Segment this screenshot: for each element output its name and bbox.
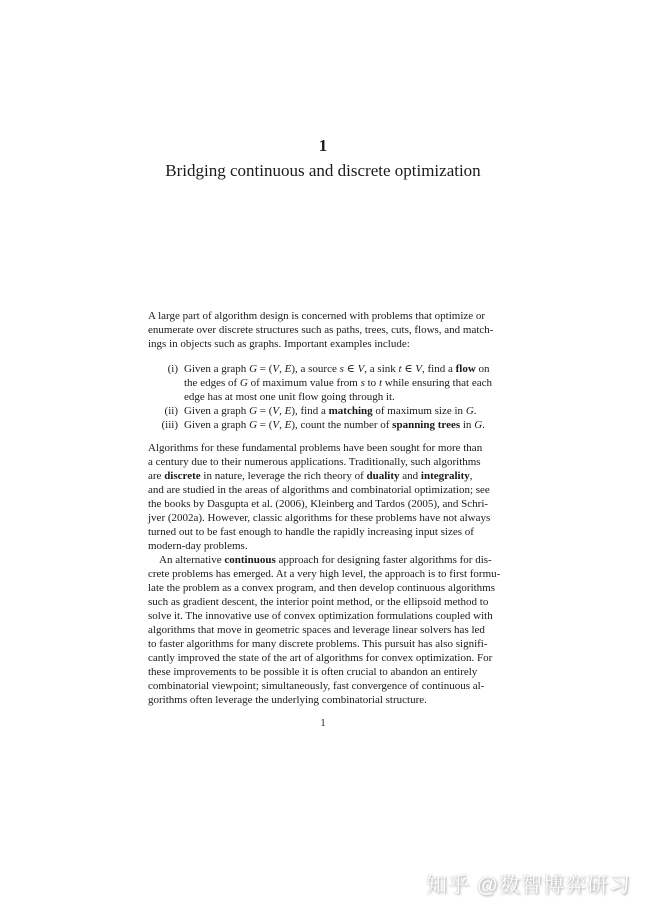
bold-text: integrality <box>420 470 470 482</box>
text-line: crete problems has emerged. At a very high level, the approach is to first formu- <box>148 568 501 580</box>
bold-text: flow <box>455 363 476 375</box>
text-line: jver (2002a). However, classic algorithms for these problems have not always <box>148 512 491 524</box>
paragraph-intro <box>148 309 498 351</box>
list-item-label: (ii) <box>164 405 178 417</box>
text-line: are discrete in nature, leverage the rich theory of duality and integrality, <box>148 470 473 482</box>
watermark: 知乎 @数智博弈研习 <box>425 874 631 897</box>
bold-text: duality <box>366 470 400 482</box>
italic-text: V <box>357 363 365 375</box>
text-line: and are studied in the areas of algorithms and combinatorial optimization; see <box>148 484 490 496</box>
page-number: 1 <box>320 718 326 729</box>
italic-text: V <box>272 363 280 375</box>
text-line: the books by Dasgupta et al. (2006), Kleinberg and Tardos (2005), and Schri- <box>148 498 489 510</box>
text-line: Given a graph G = (V, E), count the number of spanning trees in G. <box>184 419 485 431</box>
text-line: Given a graph G = (V, E), a source s ∈ V, a sink t ∈ V, find a flow on <box>184 363 490 375</box>
text-line: algorithms that move in geometric spaces and leverage linear solvers has led <box>148 624 485 636</box>
italic-text: E <box>284 419 292 431</box>
italic-text: G <box>249 363 258 375</box>
text-line: combinatorial viewpoint; simultaneously, fast convergence of continuous al- <box>148 680 485 692</box>
list-item-label: (iii) <box>161 419 178 431</box>
text-line: turned out to be fast enough to handle the rapidly increasing input sizes of <box>148 526 474 538</box>
italic-text: G <box>474 419 483 431</box>
text-line: solve it. The innovative use of convex optimization formulations coupled with <box>148 610 493 622</box>
bold-text: spanning trees <box>392 419 461 431</box>
paragraph-algorithms <box>148 441 498 553</box>
chapter-title: Bridging continuous and discrete optimization <box>165 161 481 180</box>
italic-text: s <box>360 377 365 389</box>
text-line: gorithms often leverage the underlying combinatorial structure. <box>148 694 427 706</box>
bold-text: discrete <box>164 470 201 482</box>
italic-text: G <box>239 377 248 389</box>
ordered-list <box>148 362 498 432</box>
text-line: the edges of G of maximum value from s to t while ensuring that each <box>184 377 492 389</box>
text-line: enumerate over discrete structures such as paths, trees, cuts, flows, and match- <box>148 324 494 336</box>
text-line: cantly improved the state of the art of algorithms for convex optimization. For <box>148 652 493 664</box>
text-line: edge has at most one unit flow going through it. <box>184 391 395 403</box>
body-text-block <box>148 309 501 731</box>
italic-text: V <box>272 405 280 417</box>
text-line: a century due to their numerous applications. Traditionally, such algorithms <box>148 456 481 468</box>
list-item <box>148 418 498 432</box>
list-item <box>148 362 498 404</box>
text-line: to faster algorithms for many discrete problems. This pursuit has also signifi- <box>148 638 488 650</box>
paragraph-continuous <box>148 553 501 707</box>
italic-text: G <box>249 405 258 417</box>
chapter-heading <box>148 136 498 183</box>
list-item <box>148 404 498 418</box>
text-line: these improvements to be possible it is often crucial to abandon an entirely <box>148 666 478 678</box>
italic-text: G <box>249 419 258 431</box>
bold-text: continuous <box>224 554 276 566</box>
text-line: An alternative continuous approach for designing faster algorithms for dis- <box>159 554 492 566</box>
italic-text: G <box>465 405 474 417</box>
list-item-label: (i) <box>167 363 178 375</box>
text-line: ings in objects such as graphs. Important examples include: <box>148 338 410 350</box>
italic-text: t <box>398 363 402 375</box>
italic-text: V <box>272 419 280 431</box>
italic-text: E <box>284 405 292 417</box>
italic-text: s <box>339 363 344 375</box>
text-line: Algorithms for these fundamental problems have been sought for more than <box>148 442 483 454</box>
bold-text: matching <box>328 405 373 417</box>
italic-text: t <box>378 377 382 389</box>
text-line: such as gradient descent, the interior point method, or the ellipsoid method to <box>148 596 489 608</box>
text-line: modern-day problems. <box>148 540 248 552</box>
text-line: Given a graph G = (V, E), find a matching of maximum size in G. <box>184 405 477 417</box>
chapter-number: 1 <box>318 136 328 155</box>
text-line: late the problem as a convex program, and then develop continuous algorithms <box>148 582 496 594</box>
text-line: A large part of algorithm design is concerned with problems that optimize or <box>148 310 486 322</box>
italic-text: V <box>415 363 422 375</box>
italic-text: E <box>284 363 292 375</box>
